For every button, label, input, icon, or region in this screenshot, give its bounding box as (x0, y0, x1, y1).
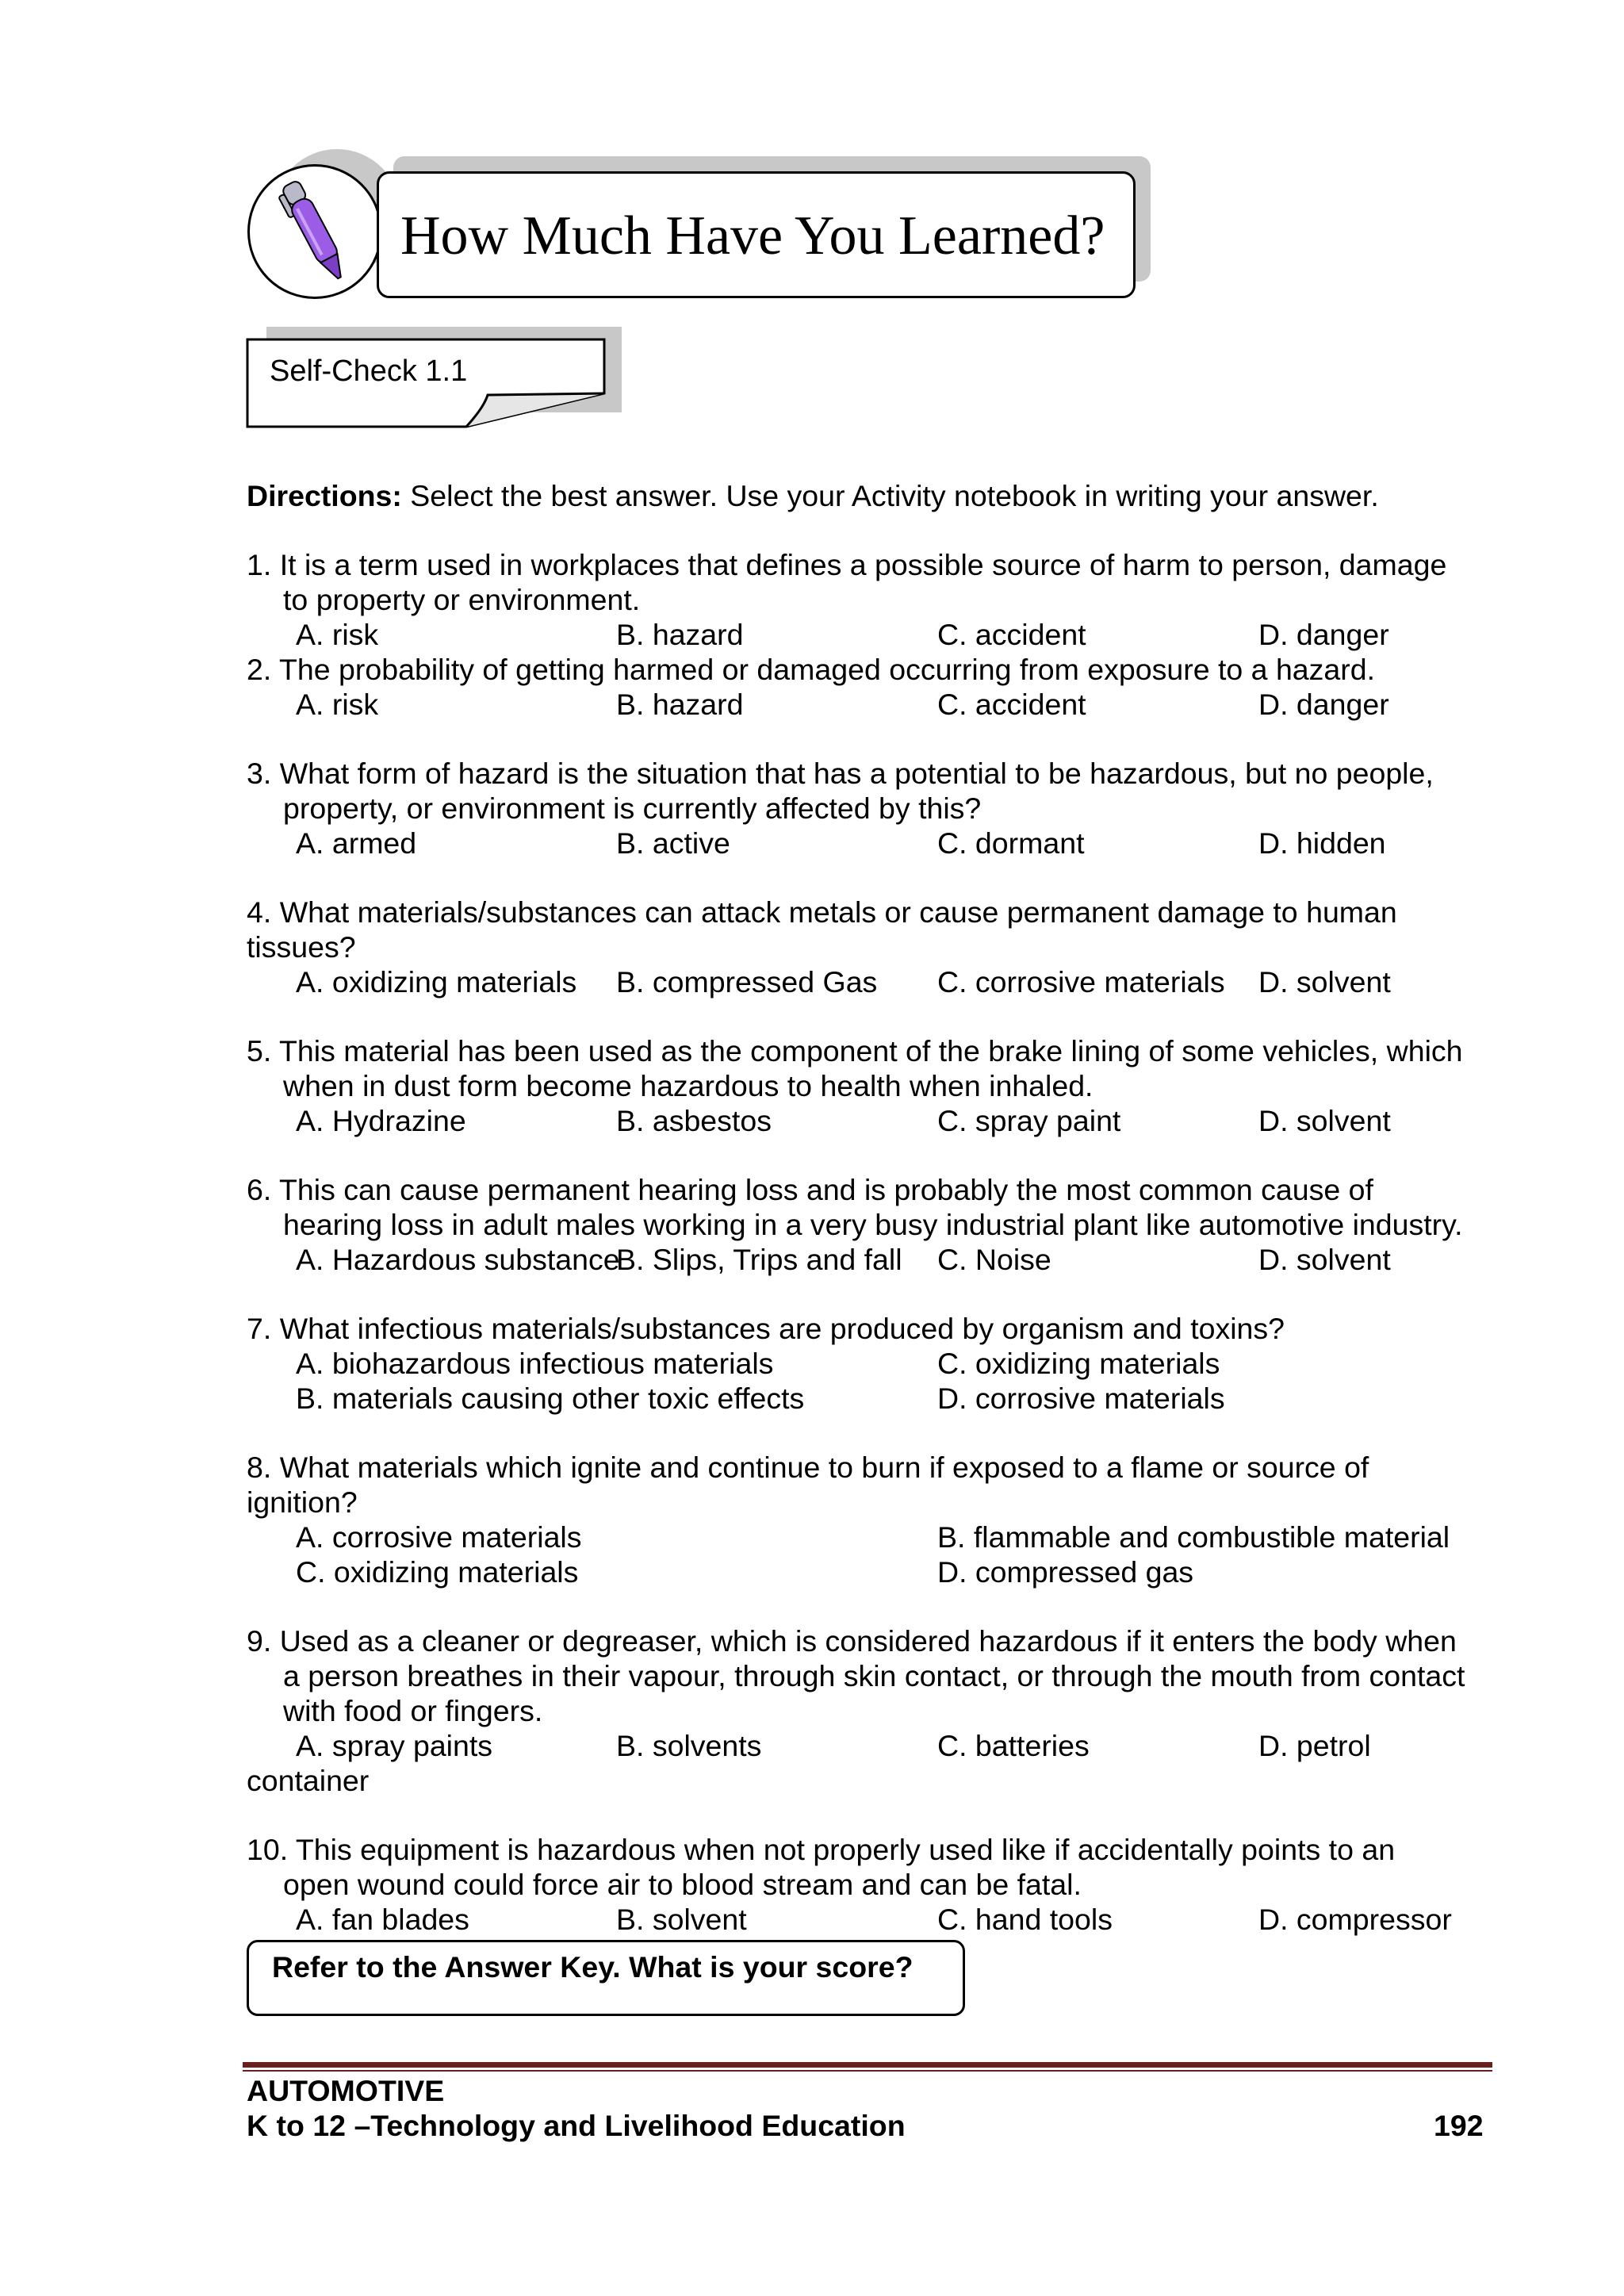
question-10-choice-d: D. compressor (1258, 1903, 1452, 1936)
question-6-choice-d: D. solvent (1258, 1243, 1391, 1276)
question-5-choice-d: D. solvent (1258, 1104, 1391, 1137)
question-6-choice-b: B. Slips, Trips and fall (616, 1243, 902, 1276)
question-8-stem-1: 8. What materials which ignite and continue to burn if exposed to a flame or source of (247, 1451, 1369, 1484)
question-6-stem-2: hearing loss in adult males working in a very busy industrial plant like automotive industry. (283, 1208, 1463, 1241)
question-1-choice-b: B. hazard (616, 618, 744, 651)
question-8-choice-c: C. oxidizing materials (296, 1555, 579, 1589)
question-8-choice-b: B. flammable and combustible material (937, 1520, 1450, 1554)
pen-badge (247, 164, 382, 299)
question-1-choice-c: C. accident (937, 618, 1086, 651)
question-3-choice-d: D. hidden (1258, 826, 1386, 860)
question-5-choice-b: B. asbestos (616, 1104, 772, 1137)
question-8-choice-a: A. corrosive materials (296, 1520, 582, 1554)
directions-label: Directions: (247, 479, 402, 512)
question-4-choice-c: C. corrosive materials (937, 965, 1225, 999)
question-2-choice-a: A. risk (296, 688, 379, 721)
question-9-stem-1: 9. Used as a cleaner or degreaser, which is considered hazardous if it enters the body when (247, 1624, 1457, 1658)
question-9-choice-d-overflow: container (247, 1764, 370, 1797)
directions-text: Select the best answer. Use your Activity notebook in writing your answer. (401, 479, 1379, 512)
question-9-choice-d: D. petrol (1258, 1729, 1371, 1762)
question-4-choice-b: B. compressed Gas (616, 965, 878, 999)
question-7-choice-a: A. biohazardous infectious materials (296, 1347, 774, 1380)
question-2-choice-c: C. accident (937, 688, 1086, 721)
question-4-choice-a: A. oxidizing materials (296, 965, 577, 999)
question-1-choice-d: D. danger (1258, 618, 1389, 651)
question-4-stem-1: 4. What materials/substances can attack metals or cause permanent damage to human (247, 895, 1397, 929)
question-9-choice-a: A. spray paints (296, 1729, 493, 1762)
question-5-stem-1: 5. This material has been used as the component of the brake lining of some vehicles, which (247, 1034, 1463, 1068)
question-6-choice-c: C. Noise (937, 1243, 1051, 1276)
question-10-choice-a: A. fan blades (296, 1903, 469, 1936)
page-number: 192 (1434, 2109, 1484, 2142)
question-6-stem-1: 6. This can cause permanent hearing loss and is probably the most common cause of (247, 1173, 1373, 1206)
page-title: How Much Have You Learned? (400, 205, 1105, 266)
question-3-choice-a: A. armed (296, 826, 417, 860)
question-5-choice-c: C. spray paint (937, 1104, 1121, 1137)
question-9-stem-2: a person breathes in their vapour, through skin contact, or through the mouth from contact (283, 1659, 1465, 1692)
directions (247, 478, 1379, 513)
question-6-choice-a: A. Hazardous substance (296, 1243, 620, 1276)
question-9-choice-c: C. batteries (937, 1729, 1090, 1762)
question-1-stem-1: 1. It is a term used in workplaces that defines a possible source of harm to person, damage (247, 548, 1447, 581)
question-4-choice-d: D. solvent (1258, 965, 1391, 999)
question-9-choice-b: B. solvents (616, 1729, 762, 1762)
question-5-choice-a: A. Hydrazine (296, 1104, 466, 1137)
question-10-choice-c: C. hand tools (937, 1903, 1113, 1936)
footer-course: K to 12 –Technology and Livelihood Education (247, 2109, 906, 2142)
question-3-stem-2: property, or environment is currently affected by this? (283, 792, 982, 825)
question-2-stem-1: 2. The probability of getting harmed or damaged occurring from exposure to a hazard. (247, 653, 1376, 686)
question-8-stem-2: ignition? (247, 1485, 358, 1519)
self-check-label: Self-Check 1.1 (270, 355, 468, 388)
question-7-choice-c: C. oxidizing materials (937, 1347, 1220, 1380)
question-7-choice-d: D. corrosive materials (937, 1382, 1225, 1415)
question-3-choice-b: B. active (616, 826, 730, 860)
question-4-stem-2: tissues? (247, 930, 356, 964)
footer-rule-thick (243, 2062, 1492, 2068)
footer-rule-thin (243, 2070, 1492, 2072)
question-7-choice-b: B. materials causing other toxic effects (296, 1382, 805, 1415)
question-5-stem-2: when in dust form become hazardous to health when inhaled. (283, 1069, 1094, 1102)
question-1-stem-2: to property or environment. (283, 583, 641, 616)
question-3-choice-c: C. dormant (937, 826, 1085, 860)
footer-subject: AUTOMOTIVE (247, 2074, 445, 2107)
question-7-stem-1: 7. What infectious materials/substances are produced by organism and toxins? (247, 1312, 1285, 1345)
question-2-choice-d: D. danger (1258, 688, 1389, 721)
pen-icon (250, 167, 380, 297)
question-10-stem-2: open wound could force air to blood stream and can be fatal. (283, 1868, 1082, 1901)
answer-key-text: Refer to the Answer Key. What is your score? (272, 1950, 914, 1984)
question-2-choice-b: B. hazard (616, 688, 744, 721)
question-10-stem-1: 10. This equipment is hazardous when not properly used like if accidentally points to an (247, 1833, 1396, 1866)
question-9-stem-3: with food or fingers. (283, 1694, 543, 1727)
question-8-choice-d: D. compressed gas (937, 1555, 1194, 1589)
question-10-choice-b: B. solvent (616, 1903, 747, 1936)
question-1-choice-a: A. risk (296, 618, 379, 651)
question-3-stem-1: 3. What form of hazard is the situation that has a potential to be hazardous, but no people, (247, 757, 1434, 790)
